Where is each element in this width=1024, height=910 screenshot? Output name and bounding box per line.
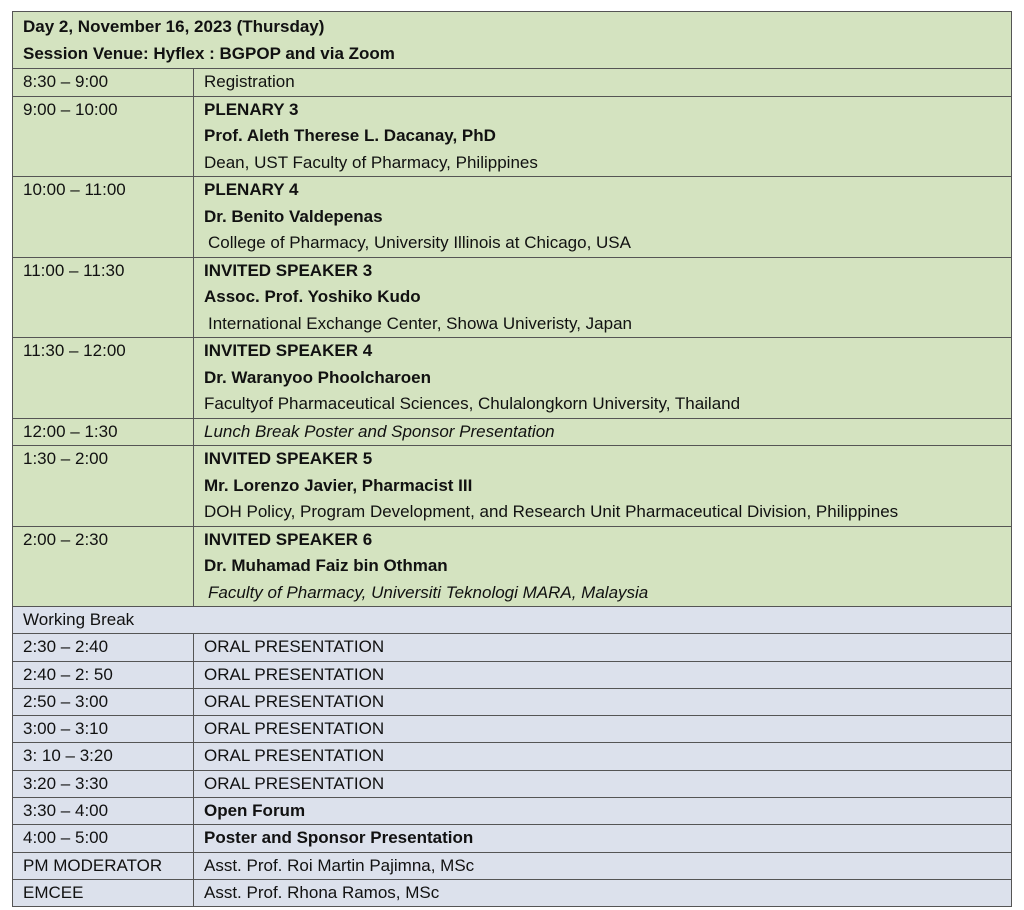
activity-cell: [194, 257, 1012, 338]
speaker-name: Prof. Aleth Therese L. Dacanay, PhD: [204, 126, 496, 145]
activity-cell: ORAL PRESENTATION: [194, 661, 1012, 688]
session-title: INVITED SPEAKER 5: [204, 449, 373, 468]
time-cell: 3:00 – 3:10: [13, 716, 194, 743]
working-break-cell: Working Break: [13, 607, 1012, 634]
time-cell: 3:20 – 3:30: [13, 770, 194, 797]
speaker-affiliation: DOH Policy, Program Development, and Research Unit Pharmaceutical Division, Philippines: [204, 502, 899, 521]
schedule-row-oral: [13, 688, 1012, 715]
schedule-row-oral: [13, 634, 1012, 661]
working-break-row: [13, 607, 1012, 634]
time-cell: 9:00 – 10:00: [13, 96, 194, 177]
speaker-affiliation: Facultyof Pharmaceutical Sciences, Chulalongkorn University, Thailand: [204, 394, 741, 413]
session-venue: Session Venue: Hyflex : BGPOP and via Zoom: [23, 43, 395, 63]
schedule-row-oral: [13, 743, 1012, 770]
day-title: Day 2, November 16, 2023 (Thursday): [23, 17, 325, 36]
session-title: INVITED SPEAKER 3: [204, 260, 373, 280]
schedule-row-invited-speaker-3: [13, 257, 1012, 338]
time-cell: 1:30 – 2:00: [13, 446, 194, 527]
header-cell: [13, 12, 1012, 69]
session-title: INVITED SPEAKER 4: [204, 341, 373, 360]
role-cell: PM MODERATOR: [13, 852, 194, 879]
time-cell: 2:40 – 2: 50: [13, 661, 194, 688]
activity-cell: Open Forum: [194, 798, 1012, 825]
schedule-row-invited-speaker-4: [13, 338, 1012, 419]
time-cell: 2:00 – 2:30: [13, 526, 194, 607]
speaker-name: Assoc. Prof. Yoshiko Kudo: [204, 287, 421, 306]
session-title: INVITED SPEAKER 6: [204, 529, 373, 549]
activity-cell: ORAL PRESENTATION: [194, 688, 1012, 715]
activity-cell: [194, 96, 1012, 177]
speaker-affiliation: International Exchange Center, Showa Univeristy, Japan: [208, 313, 632, 333]
schedule-row-invited-speaker-5: [13, 446, 1012, 527]
schedule-container: [12, 11, 1011, 907]
activity-cell: [194, 338, 1012, 419]
activity-cell: ORAL PRESENTATION: [194, 743, 1012, 770]
activity-cell: ORAL PRESENTATION: [194, 634, 1012, 661]
speaker-name: Dr. Benito Valdepenas: [204, 206, 383, 226]
schedule-row-oral: [13, 716, 1012, 743]
schedule-row-lunch-break: [13, 418, 1012, 446]
speaker-affiliation: Faculty of Pharmacy, Universiti Teknologi MARA, Malaysia: [208, 582, 649, 602]
schedule-row-poster: [13, 825, 1012, 852]
speaker-affiliation: College of Pharmacy, University Illinois at Chicago, USA: [208, 233, 631, 252]
schedule-row-oral: [13, 661, 1012, 688]
schedule-row-oral: [13, 770, 1012, 797]
role-cell: EMCEE: [13, 879, 194, 906]
activity-cell: ORAL PRESENTATION: [194, 770, 1012, 797]
schedule-row-plenary-3: [13, 96, 1012, 177]
schedule-row-open-forum: [13, 798, 1012, 825]
session-title: PLENARY 3: [204, 99, 299, 119]
schedule-row-invited-speaker-6: [13, 526, 1012, 607]
time-cell: 12:00 – 1:30: [13, 418, 194, 446]
session-title: PLENARY 4: [204, 180, 299, 199]
header-row: [13, 12, 1012, 69]
activity-cell: [194, 177, 1012, 258]
day2-schedule-table: [12, 11, 1012, 907]
schedule-row-emcee: [13, 879, 1012, 906]
time-cell: 3: 10 – 3:20: [13, 743, 194, 770]
time-cell: 10:00 – 11:00: [13, 177, 194, 258]
speaker-name: Mr. Lorenzo Javier, Pharmacist III: [204, 475, 473, 495]
schedule-row-registration: [13, 69, 1012, 97]
time-cell: 2:30 – 2:40: [13, 634, 194, 661]
activity-cell: ORAL PRESENTATION: [194, 716, 1012, 743]
speaker-affiliation: Dean, UST Faculty of Pharmacy, Philippines: [204, 152, 538, 172]
person-cell: Asst. Prof. Rhona Ramos, MSc: [194, 879, 1012, 906]
schedule-row-plenary-4: [13, 177, 1012, 258]
activity-cell: Lunch Break Poster and Sponsor Presentation: [194, 418, 1012, 446]
person-cell: Asst. Prof. Roi Martin Pajimna, MSc: [194, 852, 1012, 879]
time-cell: 4:00 – 5:00: [13, 825, 194, 852]
activity-cell: [194, 446, 1012, 527]
time-cell: 11:00 – 11:30: [13, 257, 194, 338]
activity-cell: [194, 526, 1012, 607]
time-cell: 3:30 – 4:00: [13, 798, 194, 825]
time-cell: 11:30 – 12:00: [13, 338, 194, 419]
time-cell: 8:30 – 9:00: [13, 69, 194, 97]
schedule-row-moderator: [13, 852, 1012, 879]
time-cell: 2:50 – 3:00: [13, 688, 194, 715]
activity-cell: Registration: [194, 69, 1012, 97]
speaker-name: Dr. Waranyoo Phoolcharoen: [204, 367, 432, 387]
activity-cell: Poster and Sponsor Presentation: [194, 825, 1012, 852]
speaker-name: Dr. Muhamad Faiz bin Othman: [204, 556, 448, 575]
